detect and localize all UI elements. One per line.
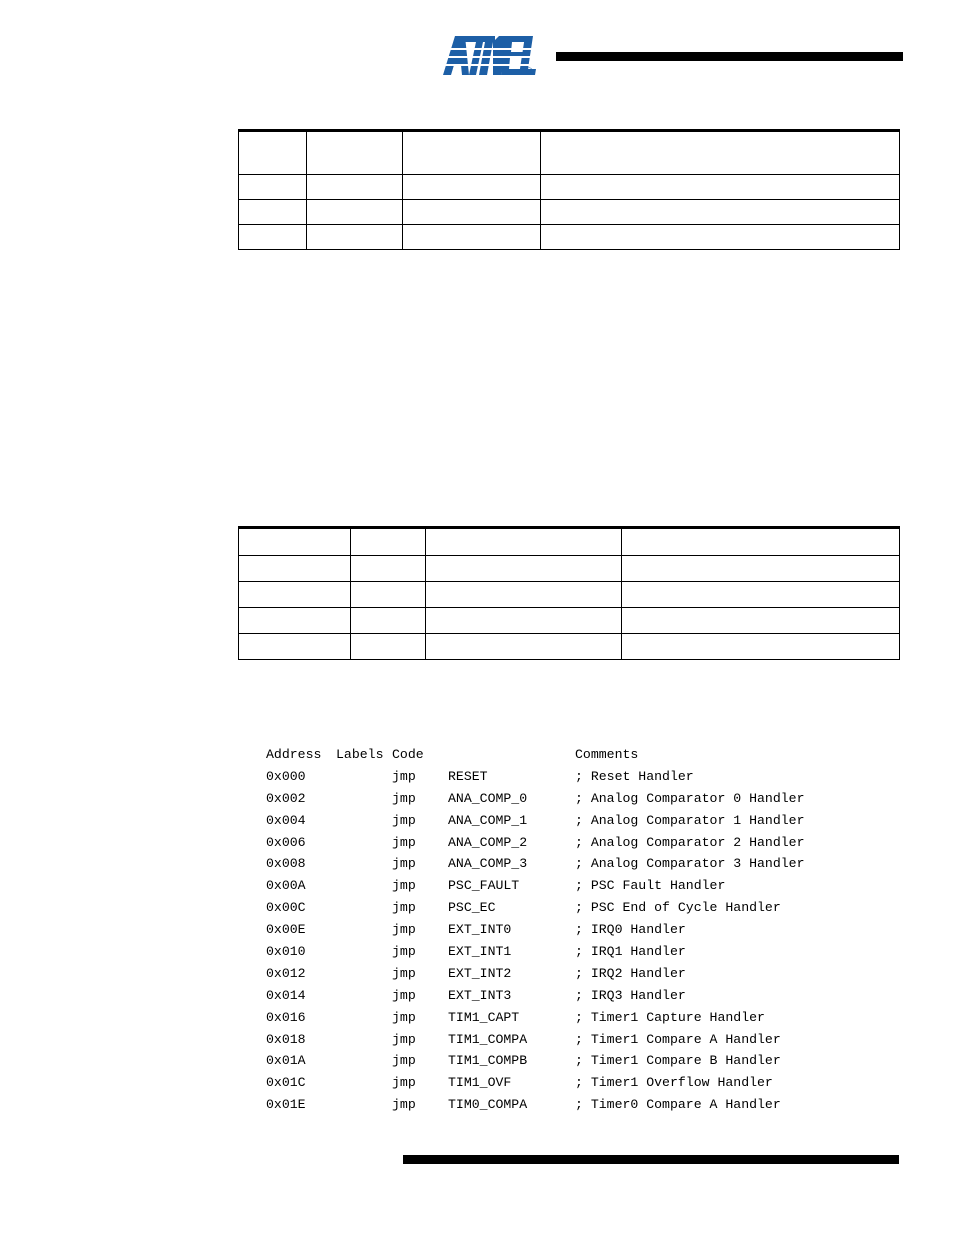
row-instruction: jmp — [392, 987, 416, 1003]
row-instruction: jmp — [392, 790, 416, 806]
register-table-2 — [238, 526, 900, 660]
table-cell — [426, 608, 622, 634]
row-address: 0x00C — [266, 900, 306, 916]
table-cell — [239, 175, 307, 200]
table-cell — [239, 131, 307, 175]
row-address: 0x01C — [266, 1075, 306, 1091]
row-comment: ; IRQ3 Handler — [575, 987, 686, 1003]
row-operand: ANA_COMP_2 — [448, 834, 528, 850]
row-operand: EXT_INT1 — [448, 944, 512, 960]
row-instruction: jmp — [392, 1031, 416, 1047]
table-row — [239, 131, 900, 175]
table-cell — [622, 634, 900, 660]
row-operand: TIM0_COMPA — [448, 1097, 528, 1113]
table-cell — [541, 200, 900, 225]
row-comment: ; Reset Handler — [575, 768, 694, 784]
table-cell — [426, 582, 622, 608]
row-address: 0x00A — [266, 878, 306, 894]
table-row — [239, 175, 900, 200]
row-address: 0x000 — [266, 768, 306, 784]
atmel-logo — [441, 32, 537, 80]
table-cell — [239, 608, 351, 634]
table-row — [239, 528, 900, 556]
table-cell — [426, 634, 622, 660]
row-address: 0x00E — [266, 922, 306, 938]
row-operand: ANA_COMP_0 — [448, 790, 528, 806]
row-comment: ; Analog Comparator 1 Handler — [575, 812, 805, 828]
table-cell — [351, 634, 426, 660]
row-operand: EXT_INT3 — [448, 987, 512, 1003]
register-table-1 — [238, 129, 900, 250]
row-instruction: jmp — [392, 1097, 416, 1113]
table-cell — [239, 528, 351, 556]
row-comment: ; Timer1 Capture Handler — [575, 1009, 765, 1025]
row-comment: ; Analog Comparator 0 Handler — [575, 790, 805, 806]
table-cell — [351, 582, 426, 608]
row-instruction: jmp — [392, 834, 416, 850]
table-row — [239, 582, 900, 608]
row-operand: EXT_INT2 — [448, 965, 512, 981]
row-instruction: jmp — [392, 922, 416, 938]
table-cell — [307, 225, 403, 250]
table-cell — [622, 528, 900, 556]
table-cell — [239, 200, 307, 225]
row-comment: ; PSC Fault Handler — [575, 878, 726, 894]
table-cell — [239, 556, 351, 582]
table-cell — [403, 131, 541, 175]
row-address: 0x002 — [266, 790, 306, 806]
table-cell — [622, 582, 900, 608]
table-cell — [403, 225, 541, 250]
row-address: 0x012 — [266, 965, 306, 981]
table-cell — [541, 131, 900, 175]
registered-mark: ® — [526, 66, 533, 76]
row-comment: ; PSC End of Cycle Handler — [575, 900, 781, 916]
row-instruction: jmp — [392, 812, 416, 828]
table-cell — [541, 175, 900, 200]
row-operand: TIM1_OVF — [448, 1075, 512, 1091]
row-comment: ; Timer1 Overflow Handler — [575, 1075, 773, 1091]
row-address: 0x018 — [266, 1031, 306, 1047]
row-instruction: jmp — [392, 768, 416, 784]
row-comment: ; Timer1 Compare A Handler — [575, 1031, 781, 1047]
table-cell — [307, 175, 403, 200]
table-row — [239, 200, 900, 225]
row-instruction: jmp — [392, 944, 416, 960]
table-row — [239, 225, 900, 250]
table-cell — [426, 528, 622, 556]
row-comment: ; Analog Comparator 2 Handler — [575, 834, 805, 850]
row-comment: ; Timer1 Compare B Handler — [575, 1053, 781, 1069]
table-cell — [622, 556, 900, 582]
table-cell — [403, 200, 541, 225]
address-column-header: Address — [266, 747, 322, 762]
table-cell — [403, 175, 541, 200]
table-cell — [541, 225, 900, 250]
labels-column-header: Labels — [336, 747, 384, 762]
row-address: 0x004 — [266, 812, 306, 828]
table-row — [239, 634, 900, 660]
table-cell — [622, 608, 900, 634]
row-operand: RESET — [448, 768, 488, 784]
row-operand: ANA_COMP_3 — [448, 856, 528, 872]
row-comment: ; Analog Comparator 3 Handler — [575, 856, 805, 872]
table-row — [239, 556, 900, 582]
row-comment: ; IRQ0 Handler — [575, 922, 686, 938]
row-operand: TIM1_COMPB — [448, 1053, 528, 1069]
row-operand: PSC_FAULT — [448, 878, 520, 894]
table-cell — [239, 634, 351, 660]
row-operand: EXT_INT0 — [448, 922, 512, 938]
row-address: 0x01E — [266, 1097, 306, 1113]
row-comment: ; IRQ2 Handler — [575, 965, 686, 981]
row-address: 0x010 — [266, 944, 306, 960]
comments-column-header: Comments — [575, 747, 639, 762]
code-column-header: Code — [392, 747, 424, 762]
row-instruction: jmp — [392, 1009, 416, 1025]
row-comment: ; Timer0 Compare A Handler — [575, 1097, 781, 1113]
row-operand: PSC_EC — [448, 900, 496, 916]
atmel-logo-mark — [441, 32, 537, 80]
row-instruction: jmp — [392, 856, 416, 872]
row-address: 0x006 — [266, 834, 306, 850]
row-address: 0x008 — [266, 856, 306, 872]
row-instruction: jmp — [392, 900, 416, 916]
header-rule — [556, 52, 903, 61]
row-address: 0x016 — [266, 1009, 306, 1025]
row-instruction: jmp — [392, 1053, 416, 1069]
table-cell — [351, 556, 426, 582]
footer-rule — [403, 1155, 899, 1164]
table-cell — [307, 131, 403, 175]
row-instruction: jmp — [392, 1075, 416, 1091]
table-cell — [426, 556, 622, 582]
table-cell — [239, 582, 351, 608]
table-cell — [351, 528, 426, 556]
row-instruction: jmp — [392, 965, 416, 981]
row-comment: ; IRQ1 Handler — [575, 944, 686, 960]
table-cell — [239, 225, 307, 250]
row-operand: ANA_COMP_1 — [448, 812, 528, 828]
table-row — [239, 608, 900, 634]
row-operand: TIM1_COMPA — [448, 1031, 528, 1047]
row-instruction: jmp — [392, 878, 416, 894]
row-operand: TIM1_CAPT — [448, 1009, 520, 1025]
row-address: 0x014 — [266, 987, 306, 1003]
table-cell — [307, 200, 403, 225]
row-address: 0x01A — [266, 1053, 306, 1069]
table-cell — [351, 608, 426, 634]
